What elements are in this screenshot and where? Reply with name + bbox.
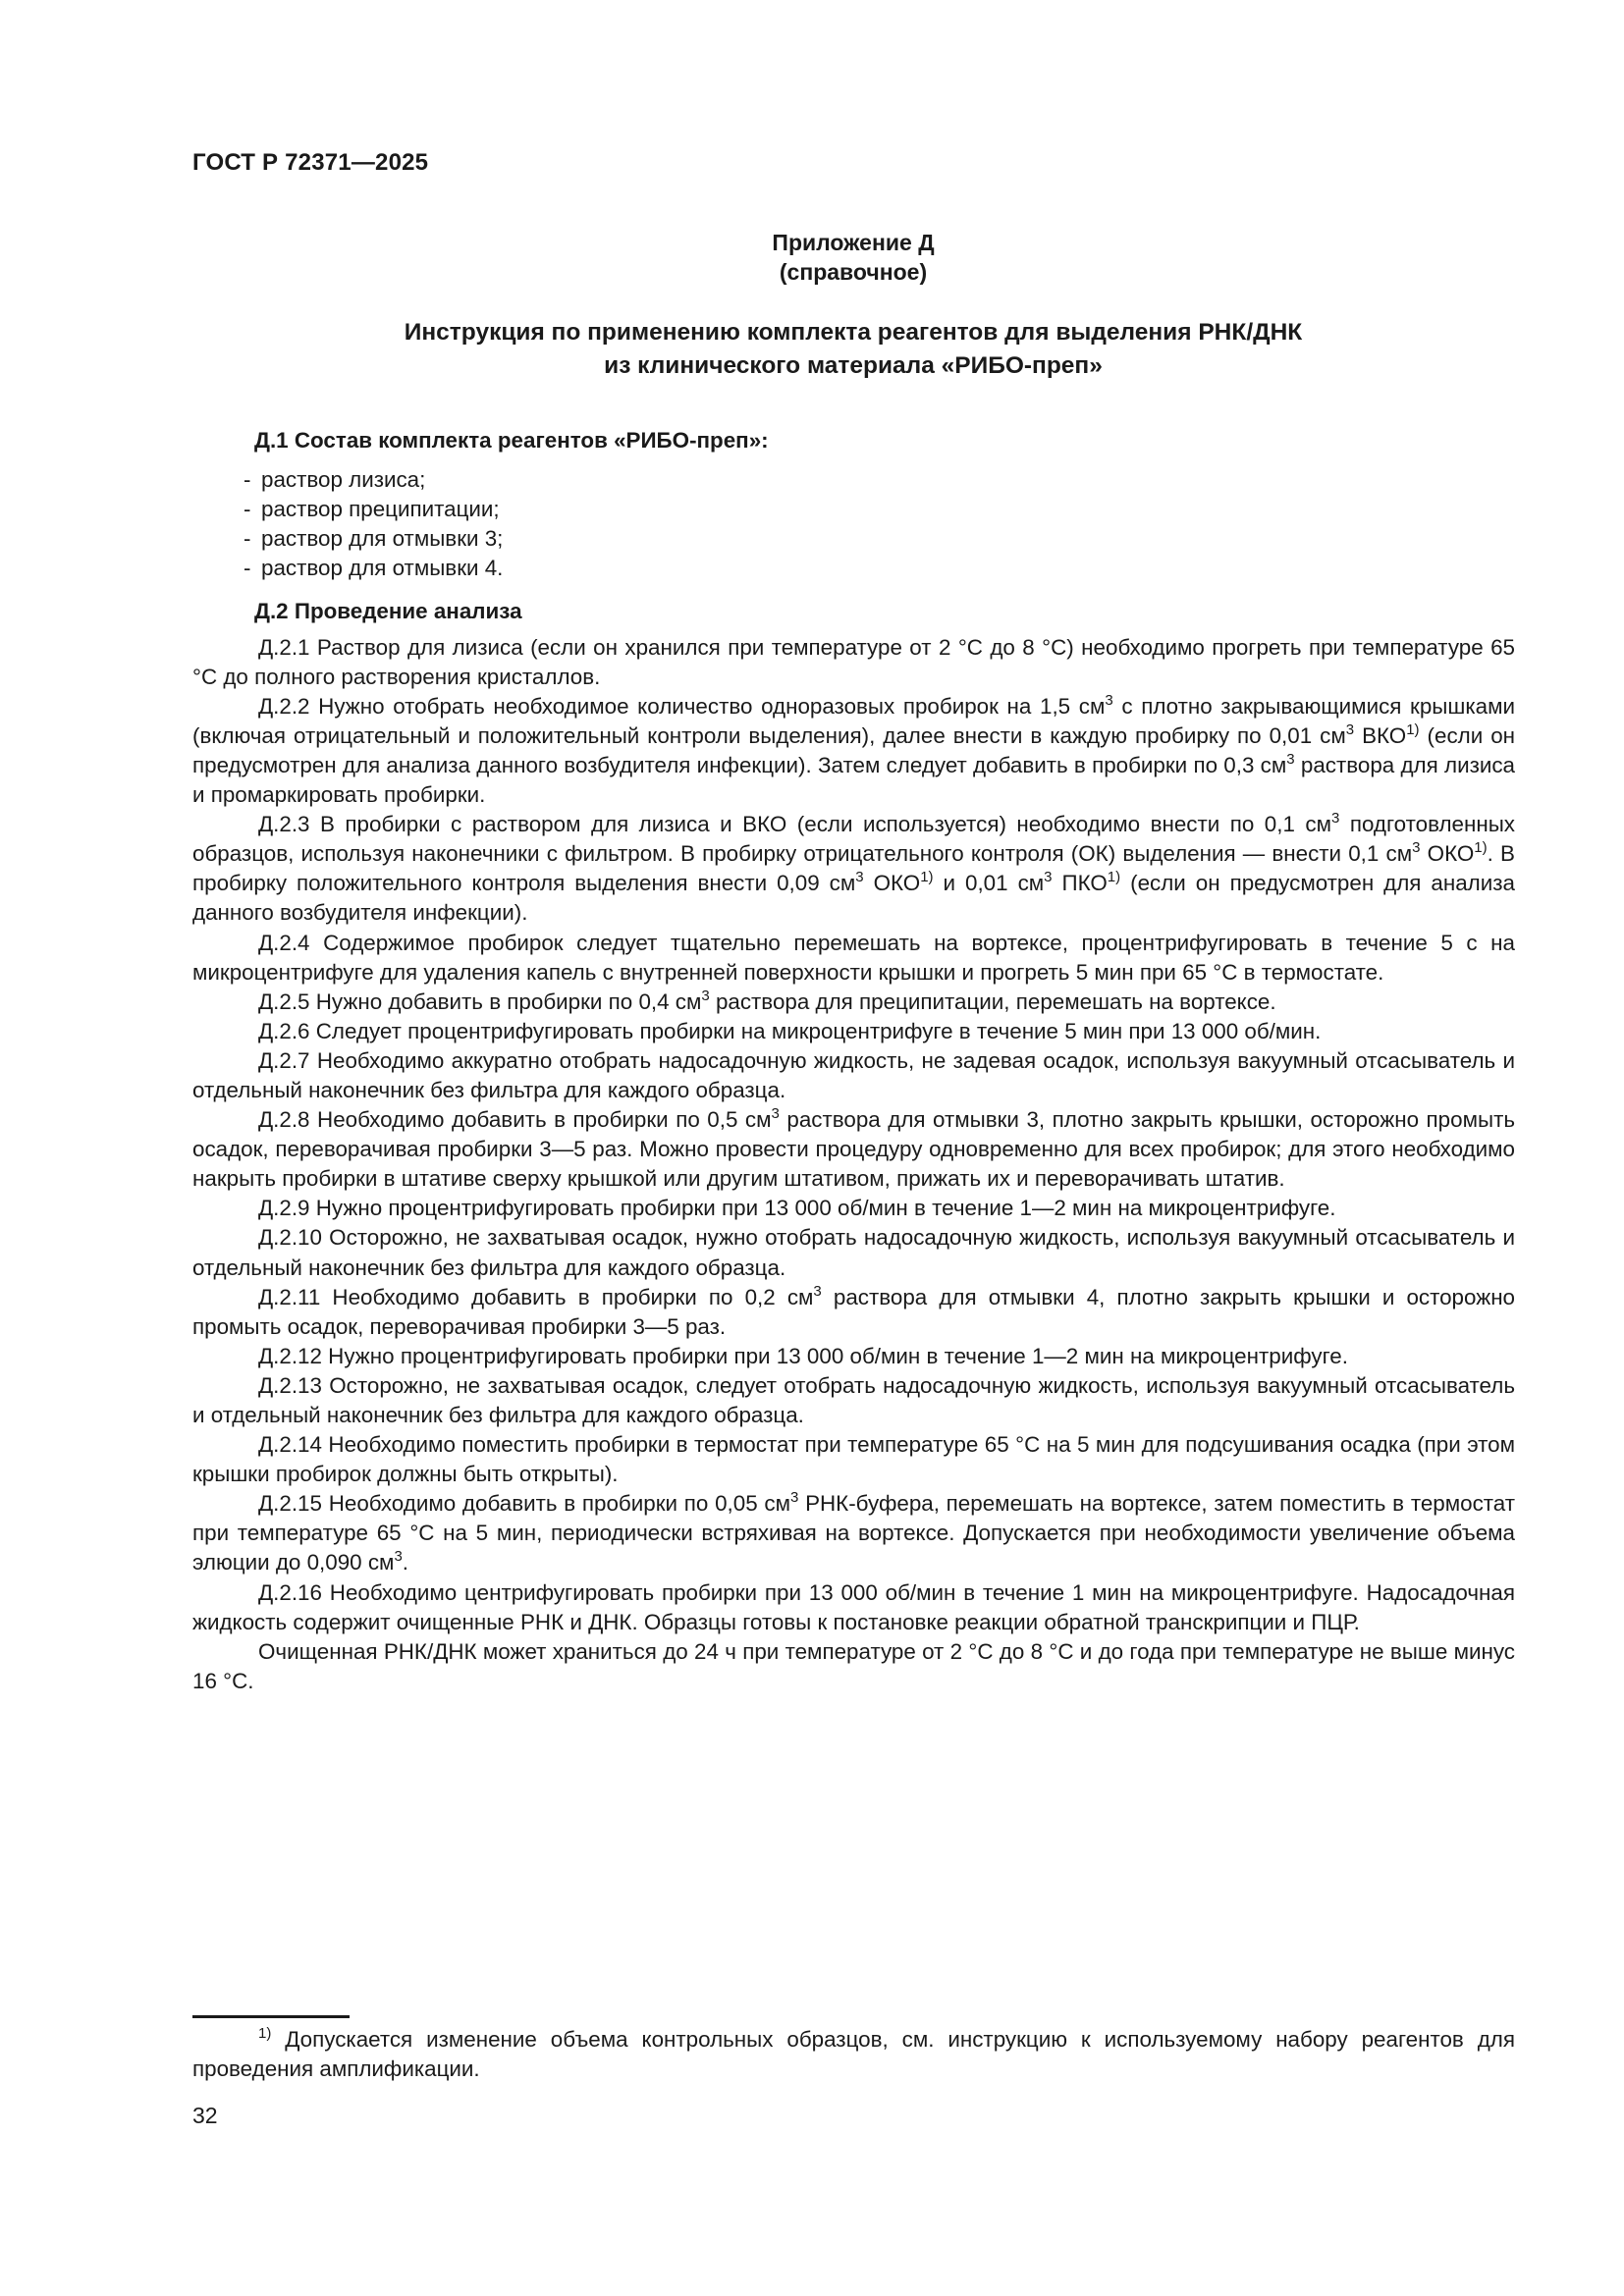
footnote — [192, 2025, 1515, 2084]
paragraph-d-2-6: Д.2.6 Следует процентрифугировать пробирки на микроцентрифуге в течение 5 мин при 13 000 об/мин. — [258, 1018, 1322, 1043]
paragraph-storage: Очищенная РНК/ДНК может храниться до 24 ч при температуре от 2 °С до 8 °С и до года при температуре не выше минус 16 °С. — [192, 1638, 1515, 1693]
footnote-text: $^{1)}$ Допускается изменение объема контрольных образцов, см. инструкцию к используемому набору реагентов для проведения амплификации. — [192, 2025, 1515, 2082]
list-item: - раствор для отмывки 3; — [244, 526, 504, 552]
annex-heading — [192, 228, 1514, 287]
paragraph-d-2-3: Д.2.3 В пробирки с раствором для лизиса и ВКО (если используется) необходимо внести по 0,1 $см^3$ подготовленных образцов, используя наконечники с фильтром. В пробирку отрицательного контроля (ОК) выделения — внести 0,1 $см^3$ ОКО$^{1)}$. В пробирку положительного контроля выделения внести 0,09 $см^3$ ОКО$^{1)}$ и 0,01 $см^3$ ПКО$^{1)}$ (если он предусмотрен для анализа данного возбудителя инфекции). — [192, 810, 1515, 926]
annex-title — [192, 316, 1514, 383]
paragraph-d-2-9: Д.2.9 Нужно процентрифугировать пробирки при 13 000 об/мин в течение 1—2 мин на микроцентрифуге. — [258, 1196, 1336, 1221]
section-heading-d1: Д.1 Состав комплекта реагентов «РИБО-преп»: — [254, 428, 769, 453]
standard-code: ГОСТ Р 72371—2025 — [192, 149, 429, 176]
annex-title-line-1: Инструкция по применению комплекта реагентов для выделения РНК/ДНК — [404, 319, 1303, 346]
paragraph-d-2-2: Д.2.2 Нужно отобрать необходимое количество одноразовых пробирок на 1,5 $см^3$ с плотно закрывающимися крышками (включая отрицательный и положительный контроли выделения), далее внести в каждую пробирку по 0,01 $см^3$ ВКО$^{1)}$ (если он предусмотрен для анализа данного возбудителя инфекции). Затем следует добавить в пробирки по 0,3 $см^3$ раствора для лизиса и промаркировать пробирки. — [192, 691, 1516, 808]
section-heading-d2: Д.2 Проведение анализа — [254, 599, 522, 624]
paragraph-d-2-5: Д.2.5 Нужно добавить в пробирки по 0,4 $см^3$ раствора для преципитации, перемешать на вортексе. — [258, 987, 1276, 1014]
paragraph-d-2-12: Д.2.12 Нужно процентрифугировать пробирки при 13 000 об/мин в течение 1—2 мин на микроцентрифуге. — [258, 1343, 1348, 1368]
page-number: 32 — [192, 2103, 218, 2128]
list-item: - раствор лизиса; — [244, 467, 426, 493]
paragraph-d-2-15: Д.2.15 Необходимо добавить в пробирки по 0,05 $см^3$ РНК-буфера, перемешать на вортексе, затем поместить в термостат при температуре 65 °С на 5 мин, периодически встряхивая на вортексе. Допускается при необходимости увеличение объема элюции до 0,090 $см^3$. — [192, 1489, 1515, 1575]
document-body — [192, 426, 1515, 1696]
list-item: - раствор для отмывки 4. — [244, 556, 504, 581]
paragraph-d-2-16: Д.2.16 Необходимо центрифугировать пробирки при 13 000 об/мин в течение 1 мин на микроцентрифуге. Надосадочная жидкость содержит очищенные РНК и ДНК. Образцы готовы к постановке реакции обратной транскрипции и ПЦР. — [192, 1579, 1515, 1634]
annex-kind: (справочное) — [779, 259, 928, 285]
paragraph-d-2-7: Д.2.7 Необходимо аккуратно отобрать надосадочную жидкость, не задевая осадок, используя вакуумный отсасыватель и отдельный наконечник без фильтра для каждого образца. — [192, 1047, 1515, 1102]
list-item: - раствор преципитации; — [244, 497, 500, 522]
paragraph-d-2-14: Д.2.14 Необходимо поместить пробирки в термостат при температуре 65 °С на 5 мин для подсушивания осадка (при этом крышки пробирок должны быть открыты). — [192, 1432, 1515, 1487]
paragraph-d-2-13: Д.2.13 Осторожно, не захватывая осадок, следует отобрать надосадочную жидкость, используя вакуумный отсасыватель и отдельный наконечник без фильтра для каждого образца. — [192, 1372, 1515, 1427]
footnote-divider — [192, 2015, 350, 2018]
paragraph-d-2-8: Д.2.8 Необходимо добавить в пробирки по 0,5 $см^3$ раствора для отмывки 3, плотно закрыть крышки, осторожно промыть осадок, переворачивая пробирки 3—5 раз. Можно провести процедуру одновременно для всех пробирок; для этого необходимо накрыть пробирки в штативе сверху крышкой или другим штативом, прижать их и переворачивать штатив. — [192, 1105, 1515, 1192]
paragraph-d-2-10: Д.2.10 Осторожно, не захватывая осадок, нужно отобрать надосадочную жидкость, используя вакуумный отсасыватель и отдельный наконечник без фильтра для каждого образца. — [192, 1225, 1515, 1280]
paragraph-d-2-4: Д.2.4 Содержимое пробирок следует тщательно перемешать на вортексе, процентрифугировать в течение 5 с на микроцентрифуге для удаления капель с внутренней поверхности крышки и прогреть 5 мин при 65 °С в термостате. — [192, 930, 1515, 985]
paragraph-d-2-1: Д.2.1 Раствор для лизиса (если он хранился при температуре от 2 °С до 8 °С) необходимо прогреть при температуре 65 °С до полного растворения кристаллов. — [192, 634, 1515, 689]
kit-composition-list — [244, 465, 1515, 583]
annex-title-line-2: из клинического материала «РИБО-преп» — [604, 352, 1103, 379]
annex-label: Приложение Д — [772, 230, 935, 255]
paragraph-d-2-11: Д.2.11 Необходимо добавить в пробирки по 0,2 $см^3$ раствора для отмывки 4, плотно закрыть крышки и осторожно промыть осадок, переворачивая пробирки 3—5 раз. — [192, 1282, 1516, 1339]
